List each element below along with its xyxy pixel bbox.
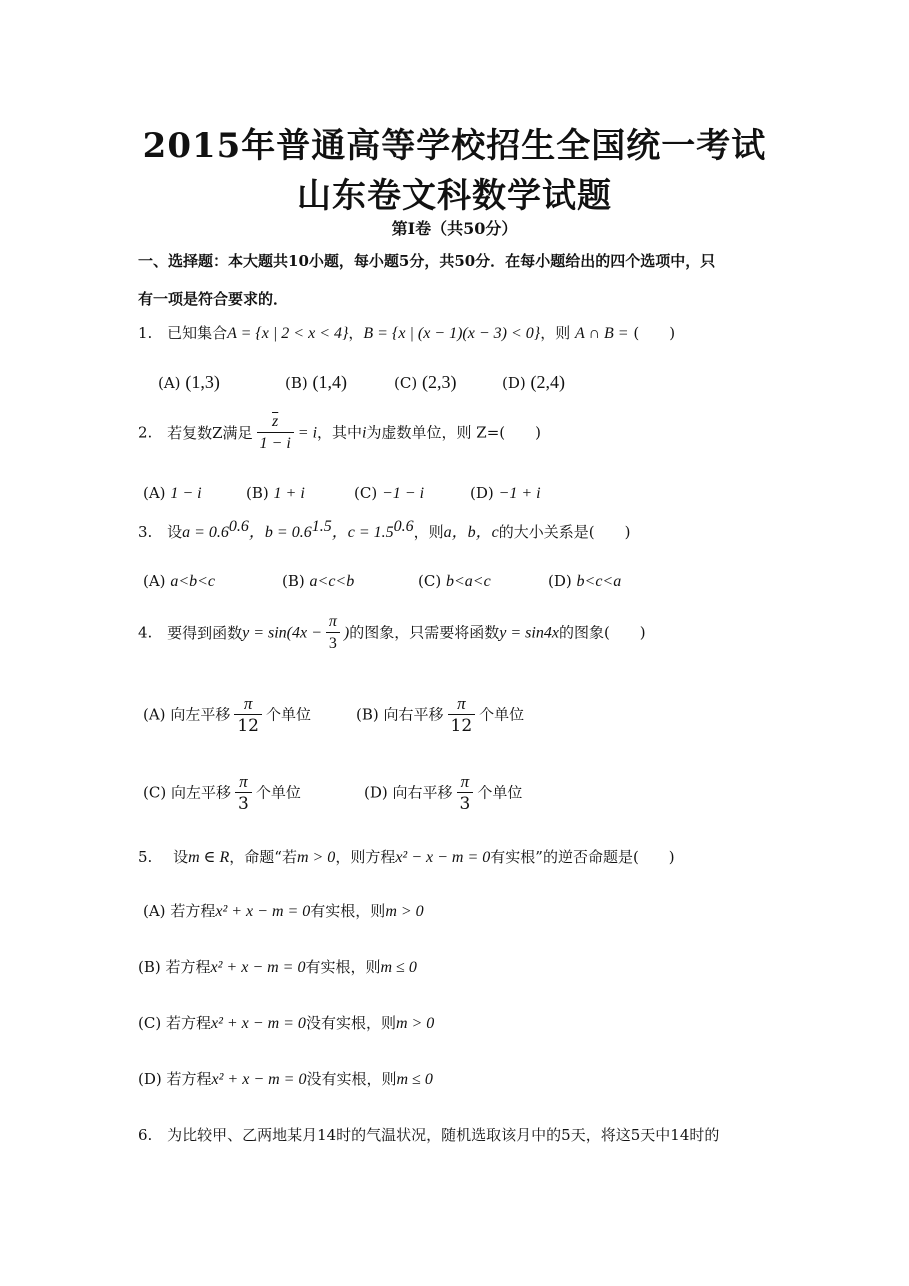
- answer-paren: ( ): [633, 324, 676, 342]
- q2-option-c: (C) −1 − i: [354, 484, 425, 502]
- q2-option-b: (B) 1 + i: [246, 484, 305, 502]
- q4-option-a: (A) 向左平移 $\frac{\pi}{12}$ 个单位: [143, 694, 311, 736]
- question-3: 3. 设$a = 0.6^{0.6}$，$b = 0.6^{1.5}$，$c = 1.5^{0.6}$，则a，b，c的大小关系是( ): [138, 518, 631, 541]
- q4-option-c: (C) 向左平移 $\frac{\pi}{3}$ 个单位: [143, 772, 301, 814]
- q1-option-a: (A) (1,3): [158, 372, 220, 392]
- q5-option-a: (A) 若方程x² + x − m = 0有实根，则m > 0: [143, 902, 424, 920]
- intersection-expr: A ∩ B =: [574, 325, 629, 342]
- question-4: 4. 要得到函数y = sin(4x − $\frac{\pi}{3}$ )的图象，只需要将函数y = sin4x的图象( ): [138, 612, 646, 655]
- fraction-z-over-1-minus-i: $\frac{\overline{z}}{1 - i}$: [257, 412, 294, 455]
- q2-option-d: (D) −1 + i: [470, 484, 541, 502]
- q3-option-a: (A) a<b<c: [143, 572, 216, 590]
- exam-title-line2: 山东卷文科数学试题: [297, 176, 612, 216]
- q5-option-d: (D) 若方程x² + x − m = 0没有实根，则m ≤ 0: [138, 1070, 433, 1088]
- q4-option-b: (B) 向右平移 $\frac{\pi}{12}$ 个单位: [356, 694, 525, 736]
- q3-option-d: (D) b<c<a: [548, 572, 622, 590]
- set-a: A = {x | 2 < x < 4}: [227, 325, 349, 342]
- question-1: 1. 已知集合A = {x | 2 < x < 4}，B = {x | (x − 1)(x − 3) < 0}，则 A ∩ B = ( ): [138, 324, 676, 342]
- q5-option-b: (B) 若方程x² + x − m = 0有实根，则m ≤ 0: [138, 958, 417, 976]
- question-5: 5. 设m ∈ R，命题“若m > 0，则方程x² − x − m = 0有实根”的逆否命题是( ): [138, 848, 675, 866]
- question-number: 6.: [138, 1126, 153, 1144]
- q4-option-d: (D) 向右平移 $\frac{\pi}{3}$ 个单位: [364, 772, 523, 814]
- question-number: 2.: [138, 423, 153, 442]
- question-number: 5.: [138, 848, 153, 866]
- question-number: 1.: [138, 324, 153, 342]
- q2-option-a: (A) 1 − i: [143, 484, 202, 502]
- question-number: 3.: [138, 523, 153, 541]
- section-instructions-line1: 一、选择题：本大题共10小题，每小题5分，共50分．在每小题给出的四个选项中，只: [138, 252, 716, 270]
- q3-option-b: (B) a<c<b: [282, 572, 355, 590]
- exam-title-line1: 2015年普通高等学校招生全国统一考试: [142, 126, 767, 166]
- question-2: 2. 若复数Z满足 $\frac{\overline{z}}{1 - i}$ = i，其中i为虚数单位，则 Z=( ): [138, 412, 541, 455]
- q1-option-d: (D) (2,4): [502, 372, 566, 392]
- set-b: B = {x | (x − 1)(x − 3) < 0}: [363, 325, 541, 342]
- question-6: 6. 为比较甲、乙两地某月14时的气温状况，随机选取该月中的5天，将这5天中14时的: [138, 1126, 720, 1144]
- fraction-pi-over-3: $\frac{\pi}{3}$: [326, 612, 340, 655]
- section-instructions-line2: 有一项是符合要求的．: [138, 290, 289, 308]
- question-number: 4.: [138, 623, 153, 642]
- q3-option-c: (C) b<a<c: [418, 572, 491, 590]
- q1-option-b: (B) (1,4): [285, 372, 348, 392]
- volume-heading: 第Ⅰ卷（共50分）: [391, 219, 518, 238]
- q5-option-c: (C) 若方程x² + x − m = 0没有实根，则m > 0: [138, 1014, 435, 1032]
- q1-option-c: (C) (2,3): [394, 372, 457, 392]
